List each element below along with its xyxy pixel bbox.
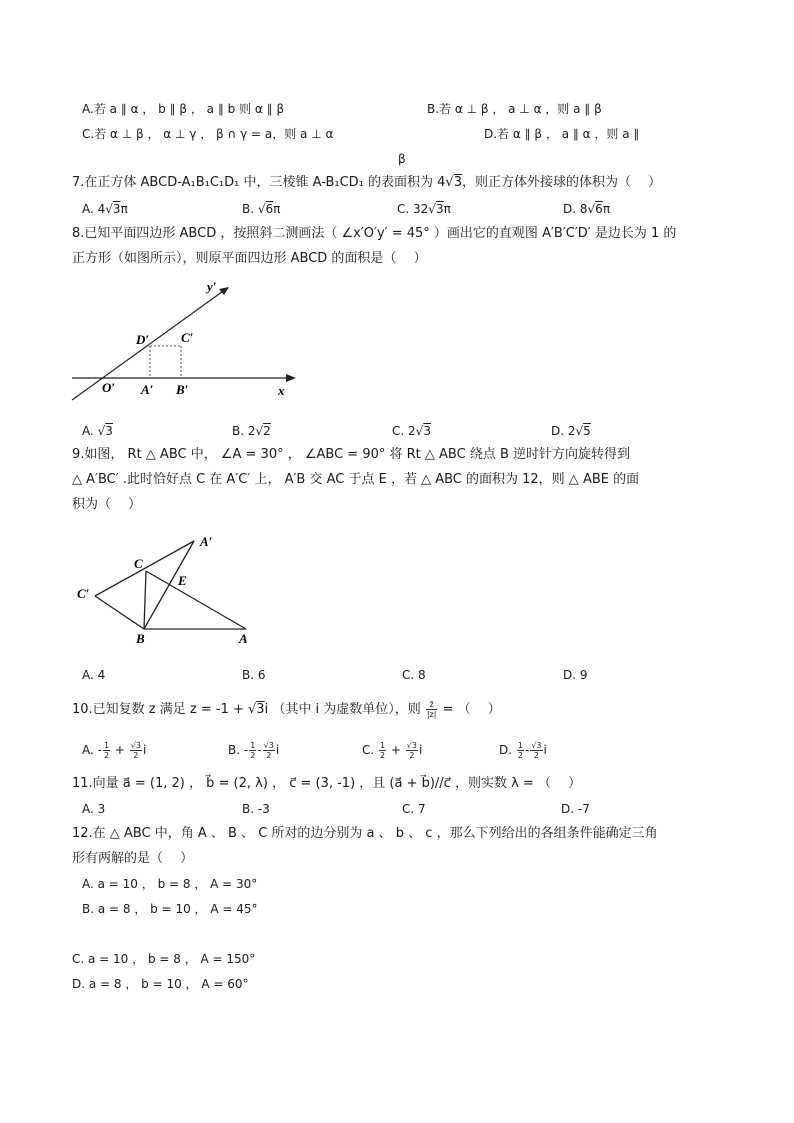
q7-option-c: C. 32√3π <box>397 202 451 216</box>
q11-option-a: A. 3 <box>82 802 106 816</box>
q9-stem-line2: △ A′BC′ .此时恰好点 C 在 A′C′ 上， A′B 交 AC 于点 E ，若 △ ABC 的面积为 12，则 △ ABE 的面 <box>72 472 640 487</box>
q10-option-a: A. - $\frac{1}{2}$ + $\frac{√3}{2}$ i <box>82 741 147 760</box>
q10-stem: 10.已知复数 z 满足 z = -1 + √3i （其中 i 为虚数单位），则 $\frac{z̄}{|z|}$ = （ ） <box>72 700 501 719</box>
q9-figure <box>74 530 264 648</box>
q9-option-a: A. 4 <box>82 668 106 682</box>
q8-option-c: C. 2√3 <box>392 424 431 438</box>
q9-label-e: E <box>178 573 187 588</box>
q8-stem-line2: 正方形（如图所示），则原平面四边形 ABCD 的面积是（ ） <box>72 251 427 266</box>
q11-stem: 11.向量 a⃗ = (1, 2) ， b⃗ = (2, λ) ， c⃗ = (3, -1) ，且 (a⃗ + b⃗)//c⃗ ，则实数 λ = （ ） <box>72 776 582 791</box>
q12-option-b: B. a = 8 ， b = 10 ， A = 45° <box>82 902 258 916</box>
q8-option-b: B. 2√2 <box>232 424 271 438</box>
q11-option-b: B. -3 <box>242 802 270 816</box>
q9-stem-line3: 积为（ ） <box>72 497 142 512</box>
q8-label-y: y′ <box>207 279 217 294</box>
q6-option-d: D.若 α ∥ β ， a ∥ α ，则 a ∥ <box>484 127 640 141</box>
q8-label-d: D′ <box>136 332 150 347</box>
q8-figure <box>66 274 306 406</box>
q10-option-b: B. - $\frac{1}{2}$ - $\frac{√3}{2}$ i <box>228 741 280 760</box>
q12-stem-line1: 12.在 △ ABC 中，角 A 、 B 、 C 所对的边分别为 a 、 b 、 c ，那么下列给出的各组条件能确定三角 <box>72 826 658 841</box>
q12-stem-line2: 形有两解的是（ ） <box>72 851 194 866</box>
q8-stem-line1: 8.已知平面四边形 ABCD ，按照斜二测画法（ ∠x′O′y′ = 45° ）画出它的直观图 A′B′C′D′ 是边长为 1 的 <box>72 226 677 241</box>
q10-option-c: C. $\frac{1}{2}$ + $\frac{√3}{2}$ i <box>362 741 423 760</box>
q7-option-d: D. 8√6π <box>563 202 611 216</box>
q8-label-c: C′ <box>181 330 194 345</box>
q11-option-d: D. -7 <box>561 802 590 816</box>
q12-option-d: D. a = 8 ， b = 10 ， A = 60° <box>72 977 249 991</box>
q9-option-b: B. 6 <box>242 668 266 682</box>
q7-stem: 7.在正方体 ABCD-A₁B₁C₁D₁ 中，三棱锥 A-B₁CD₁ 的表面积为 4√3，则正方体外接球的体积为（ ） <box>72 175 662 190</box>
q8-label-b: B′ <box>176 382 189 397</box>
q9-label-b: B <box>136 631 145 646</box>
q12-option-a: A. a = 10 ， b = 8 ， A = 30° <box>82 877 258 891</box>
q9-stem-line1: 9.如图， Rt △ ABC 中， ∠A = 30° ， ∠ABC = 90° 将 Rt △ ABC 绕点 B 逆时针方向旋转得到 <box>72 447 631 462</box>
q8-option-d: D. 2√5 <box>551 424 591 438</box>
q12-option-c: C. a = 10 ， b = 8 ， A = 150° <box>72 952 256 966</box>
q8-label-o: O′ <box>102 380 116 395</box>
q9-label-c: C <box>134 556 143 571</box>
q6-option-c: C.若 α ⊥ β ， α ⊥ γ ， β ∩ γ = a，则 a ⊥ α <box>82 127 334 141</box>
q7-option-b: B. √6π <box>242 202 281 216</box>
q6-option-b: B.若 α ⊥ β ， a ⊥ α ，则 a ∥ β <box>427 102 602 116</box>
q10-fraction: $\frac{z̄}{|z|}$ <box>426 700 437 719</box>
q9-label-a-prime: A′ <box>200 534 213 549</box>
q7-option-a: A. 4√3π <box>82 202 128 216</box>
q9-label-c-prime: C′ <box>77 586 90 601</box>
q8-label-x: x <box>278 383 285 398</box>
q9-option-c: C. 8 <box>402 668 426 682</box>
q10-option-d: D. $\frac{1}{2}$ - $\frac{√3}{2}$ i <box>499 741 547 760</box>
q8-option-a: A. √3 <box>82 424 113 438</box>
q6-option-d-wrap: β <box>398 152 406 166</box>
q6-option-a: A.若 a ∥ α ， b ∥ β ， a ∥ b 则 α ∥ β <box>82 102 285 116</box>
q8-label-a: A′ <box>141 382 154 397</box>
q11-option-c: C. 7 <box>402 802 426 816</box>
q9-option-d: D. 9 <box>563 668 588 682</box>
q9-label-a: A <box>239 631 248 646</box>
